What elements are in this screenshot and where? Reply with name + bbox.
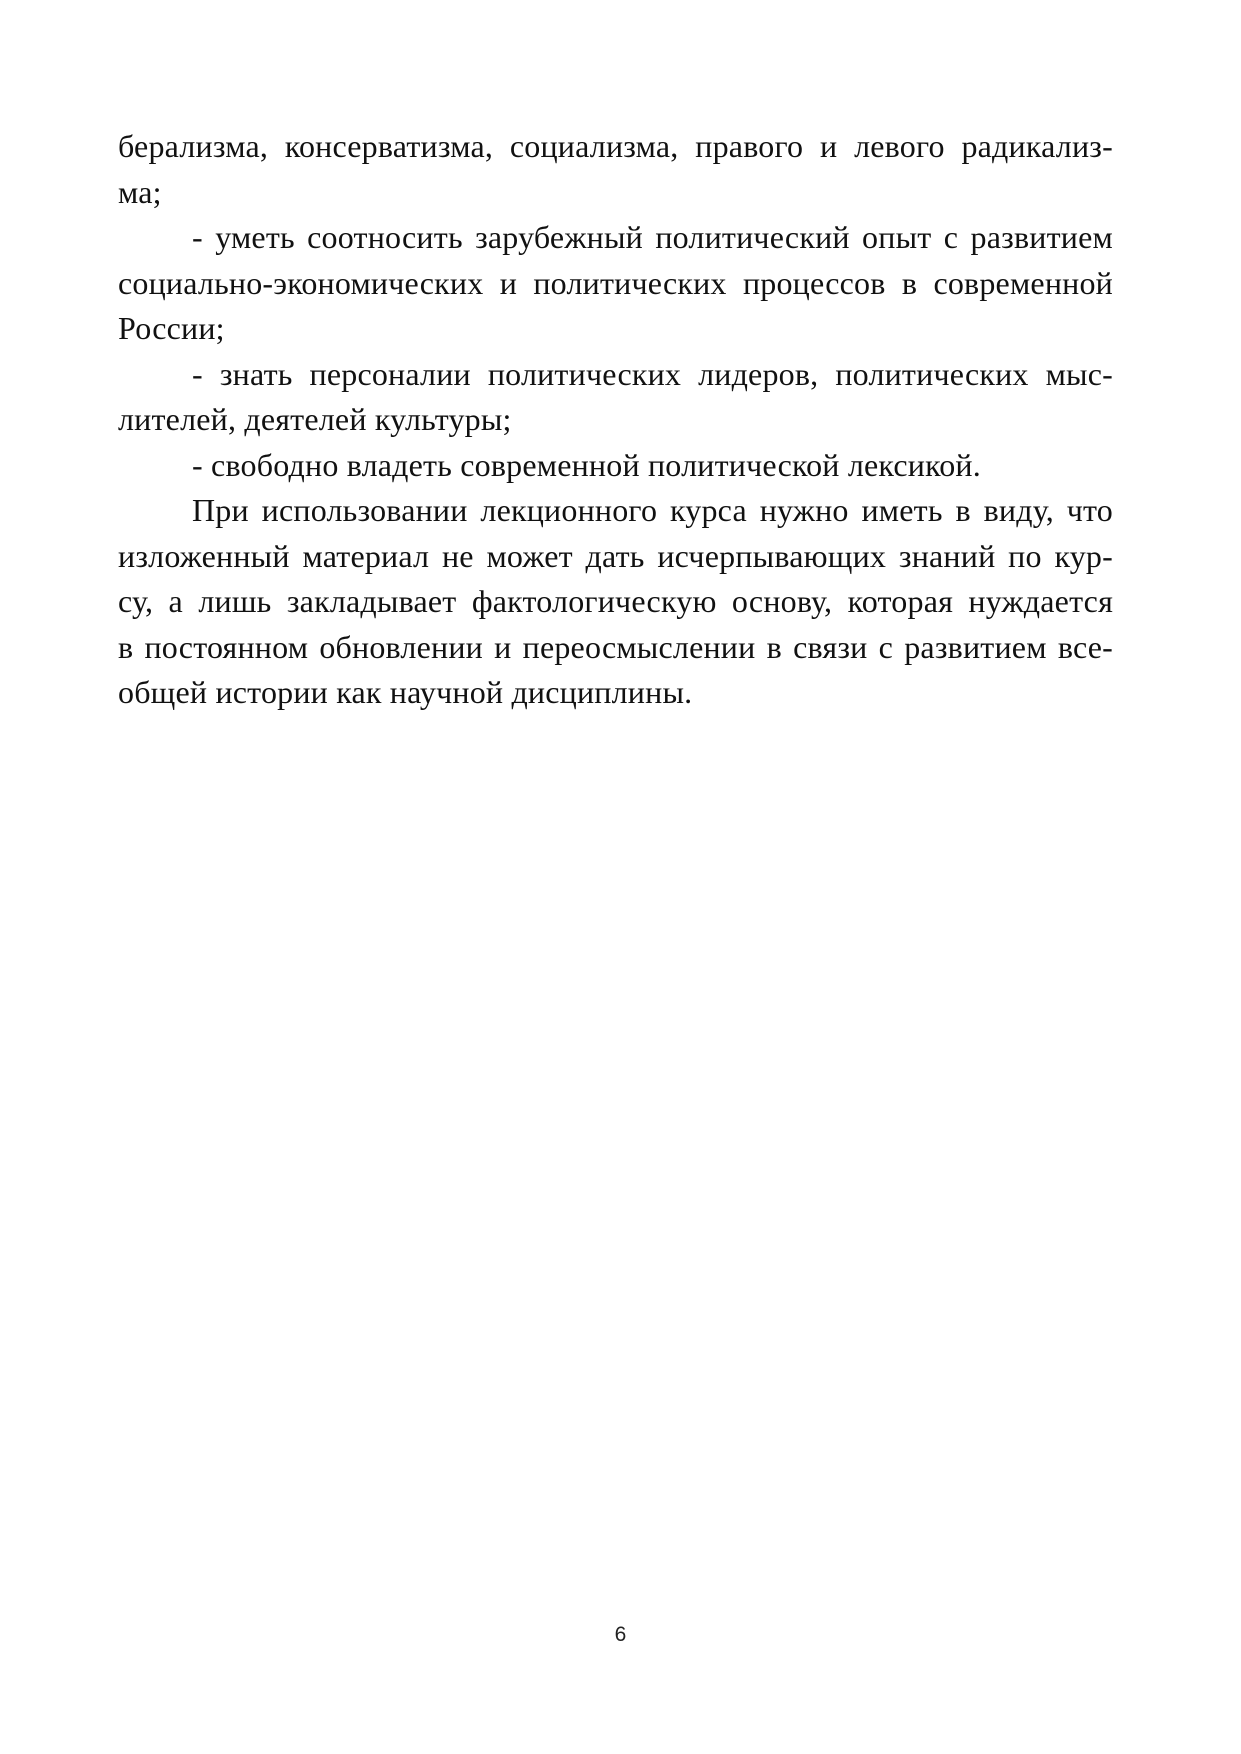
text-line: - знать персоналии политических лидеров, политических мыс-: [192, 355, 1113, 392]
text-line: в постоянном обновлении и переосмыслении в связи с развитием все-: [118, 628, 1113, 665]
text-line: - уметь соотносить зарубежный политический опыт с развитием: [192, 219, 1113, 255]
text-line: общей истории как научной дисциплины.: [118, 674, 693, 710]
text-line: При использовании лекционного курса нужно иметь в виду, что: [192, 492, 1113, 528]
text-line: су, а лишь закладывает фактологическую основу, которая нуждается: [118, 583, 1113, 619]
body-text: [118, 124, 1113, 716]
text-line: - свободно владеть современной политической лексикой.: [192, 446, 981, 483]
text-line: социально-экономических и политических процессов в современной: [118, 264, 1113, 301]
text-line: ма;: [118, 173, 162, 210]
text-line: изложенный материал не может дать исчерпывающих знаний по кур-: [118, 537, 1113, 574]
page-number: 6: [614, 1623, 627, 1646]
text-line: берализма, консерватизма, социализма, правого и левого радикализ-: [118, 128, 1113, 164]
text-line: России;: [118, 310, 225, 346]
text-line: лителей, деятелей культуры;: [118, 401, 512, 437]
